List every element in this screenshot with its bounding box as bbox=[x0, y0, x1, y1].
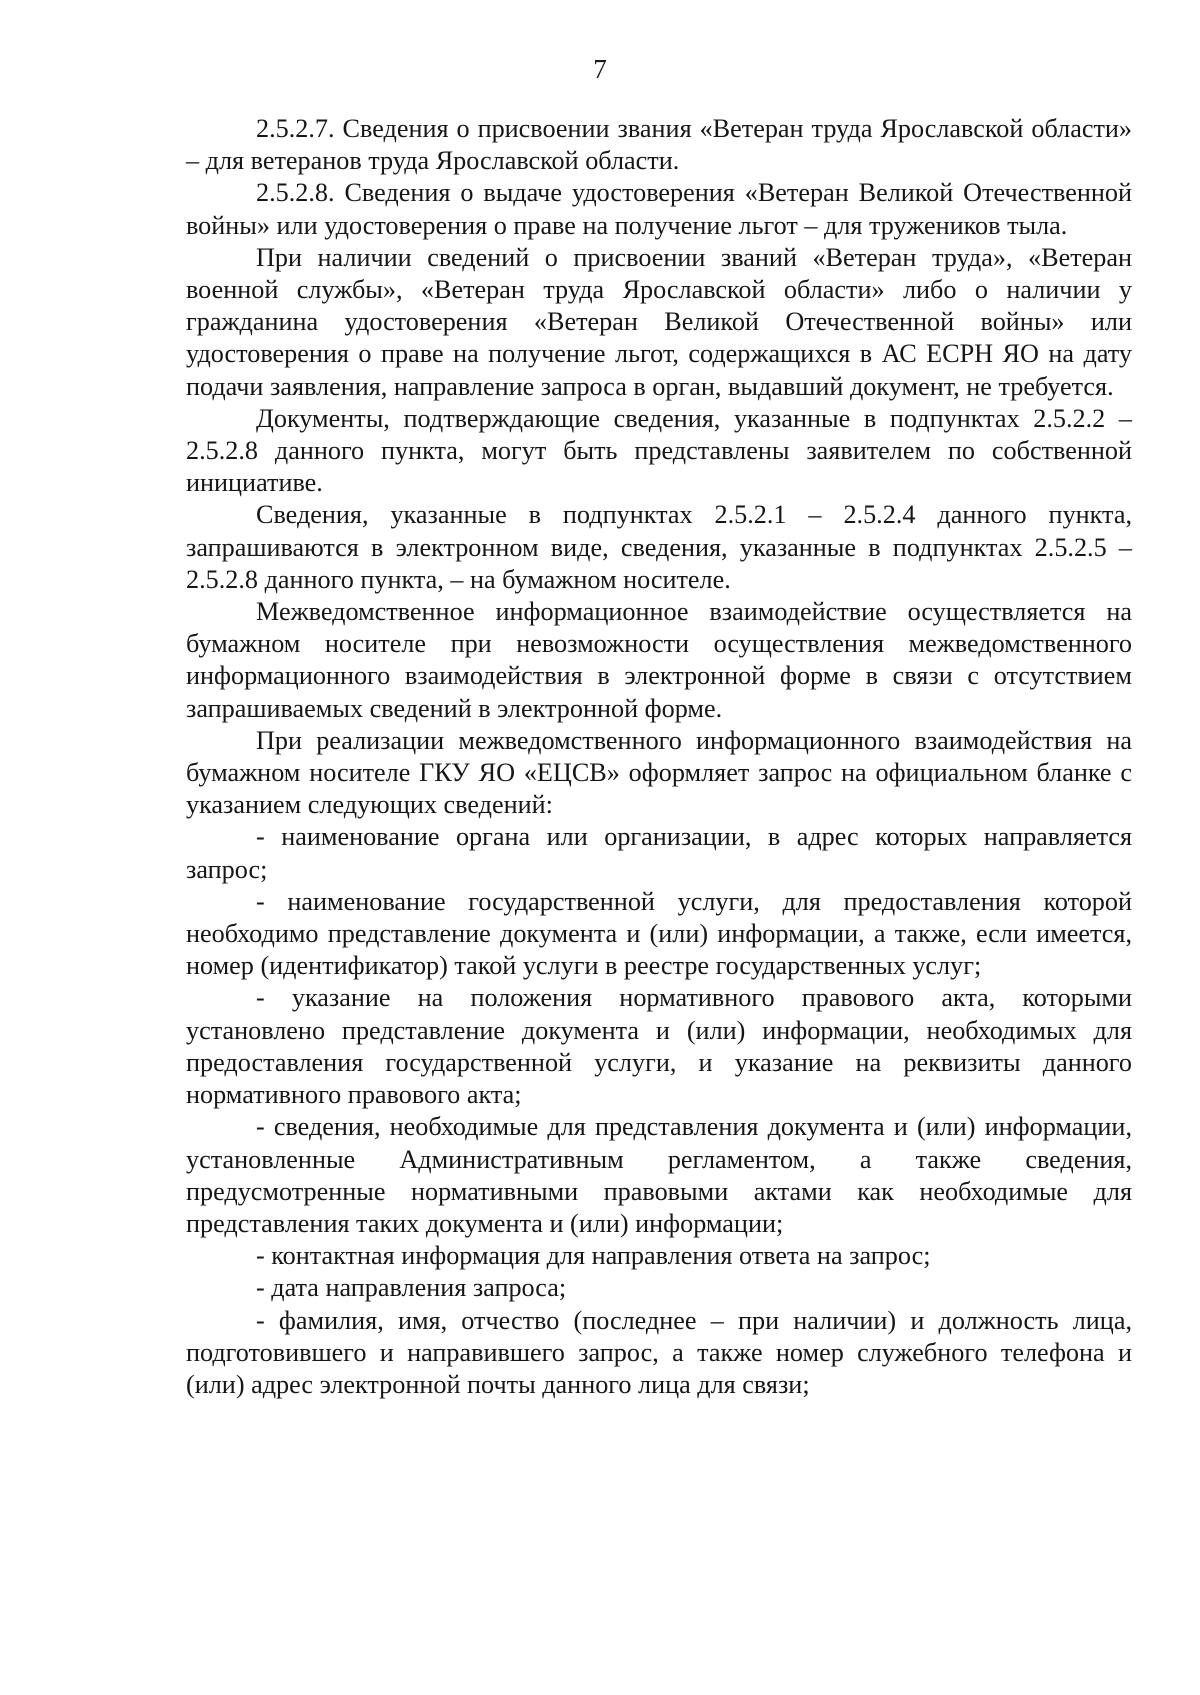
paragraph-veteran-status-note: При наличии сведений о присвоении званий «Ветеран труда», «Ветеран военной службы», «Ветеран труда Ярославской области» либо о наличии у гражданина удостоверения «Ветеран Великой Отечественной войны» или удостоверения о праве на получение льгот, содержащихся в АС ЕСРН ЯО на дату подачи заявления, направление запроса в орган, выдавший документ, не требуется. bbox=[186, 242, 1132, 401]
list-item: - фамилия, имя, отчество (последнее – при наличии) и должность лица, подготовившего и направившего запрос, а также номер служебного телефона и (или) адрес электронной почты данного лица для связи; bbox=[186, 1305, 1132, 1399]
paragraph-2-5-2-8: 2.5.2.8. Сведения о выдаче удостоверения «Ветеран Великой Отечественной войны» или удостоверения о праве на получение льгот – для тружеников тыла. bbox=[186, 178, 1132, 240]
document-body bbox=[186, 113, 1132, 1401]
list-item: - указание на положения нормативного правового акта, которыми установлено представление документа и (или) информации, необходимых для предоставления государственной услуги, и указание на реквизиты данного нормативного правового акта; bbox=[186, 983, 1132, 1110]
list-item: - сведения, необходимые для представления документа и (или) информации, установленные Административным регламентом, а также сведения, предусмотренные нормативными правовыми актами как необходимые для представления таких документа и (или) информации; bbox=[186, 1112, 1132, 1238]
page-number: 7 bbox=[593, 54, 607, 84]
list-item: - контактная информация для направления ответа на запрос; bbox=[256, 1241, 931, 1271]
paragraph-supporting-documents: Документы, подтверждающие сведения, указанные в подпунктах 2.5.2.2 – 2.5.2.8 данного пункта, могут быть представлены заявителем по собственной инициативе. bbox=[186, 403, 1132, 498]
list-item: - дата направления запроса; bbox=[256, 1273, 567, 1303]
paragraph-2-5-2-7: 2.5.2.7. Сведения о присвоении звания «Ветеран труда Ярославской области» – для ветеранов труда Ярославской области. bbox=[186, 114, 1132, 176]
paragraph-paper-interaction: Межведомственное информационное взаимодействие осуществляется на бумажном носителе при невозможности осуществления межведомственного информационного взаимодействия в электронной форме в связи с отсутствием запрашиваемых сведений в электронной форме. bbox=[186, 597, 1132, 723]
paragraph-request-format: Сведения, указанные в подпунктах 2.5.2.1 – 2.5.2.4 данного пункта, запрашиваются в электронном виде, сведения, указанные в подпунктах 2.5.2.5 – 2.5.2.8 данного пункта, – на бумажном носителе. bbox=[186, 500, 1132, 594]
paragraph-request-requirements: При реализации межведомственного информационного взаимодействия на бумажном носителе ГКУ ЯО «ЕЦСВ» оформляет запрос на официальном бланке с указанием следующих сведений: bbox=[186, 725, 1132, 820]
list-item: - наименование государственной услуги, для предоставления которой необходимо представление документа и (или) информации, а также, если имеется, номер (идентификатор) такой услуги в реестре государственных услуг; bbox=[186, 886, 1132, 981]
list-item: - наименование органа или организации, в адрес которых направляется запрос; bbox=[186, 822, 1132, 884]
